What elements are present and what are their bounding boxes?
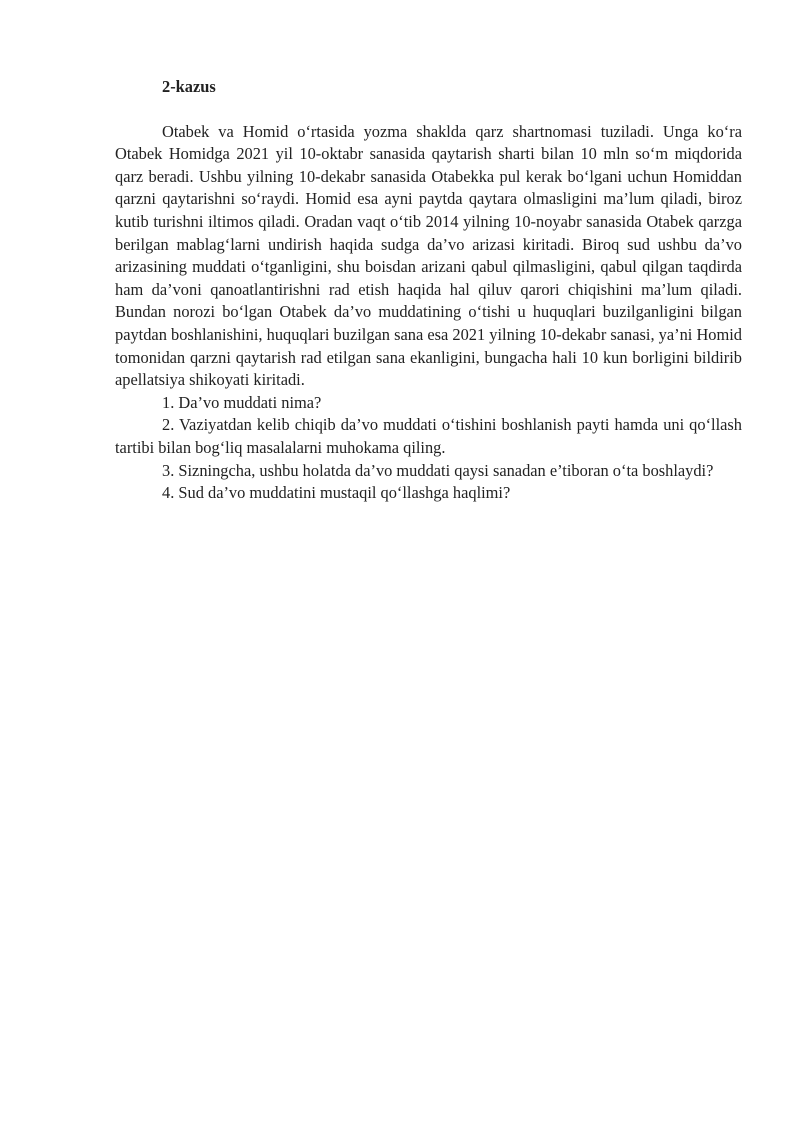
case-description: Otabek va Homid o‘rtasida yozma shaklda qarz shartnomasi tuziladi. Unga ko‘ra Otabek Homidga 2021 yil 10-oktabr sanasida qaytarish sharti bilan 10 mln so‘m miqdorida qarz beradi. Ushbu yilning 10-dekabr sanasida Otabekka pul kerak bo‘lgani uchun Homiddan qarzni qaytarishni so‘raydi. Homid esa ayni paytda qaytara olmasligini ma’lum qiladi, biroz kutib turishni iltimos qiladi. Oradan vaqt o‘tib 2014 yilning 10-noyabr sanasida Otabek qarzga berilgan mablag‘larni undirish haqida sudga da’vo arizasi kiritadi. Biroq sud ushbu da’vo arizasining muddati o‘tganligini, shu boisdan arizani qabul qilmasligini, qabul qilgan taqdirda ham da’voni qanoatlantirishni rad etish haqida hal qiluv qarori chiqishini ma’lum qiladi. Bundan norozi bo‘lgan Otabek da’vo muddatining o‘tishi u huquqlari buzilganligini bilgan paytdan boshlanishini, huquqlari buzilgan sana esa 2021 yilning 10-dekabr sanasi, ya’ni Homid tomonidan qarzni qaytarish rad etilgan sana ekanligini, bungacha hali 10 kun borligini bildirib apellatsiya shikoyati kiritadi. (115, 121, 742, 390)
question-4: 4. Sud da’vo muddatini mustaqil qo‘llashga haqlimi? (162, 483, 511, 503)
document-content (115, 76, 742, 505)
case-heading: 2-kazus (162, 77, 216, 96)
question-3: 3. Sizningcha, ushbu holatda da’vo muddati qaysi sanadan e’tiboran o‘ta boshlaydi? (162, 460, 714, 480)
question-1: 1. Da’vo muddati nima? (162, 392, 322, 412)
question-2: 2. Vaziyatdan kelib chiqib da’vo muddati o‘tishini boshlanish payti hamda uni qo‘llash tartibi bilan bog‘liq masalalarni muhokama qiling. (115, 415, 742, 457)
